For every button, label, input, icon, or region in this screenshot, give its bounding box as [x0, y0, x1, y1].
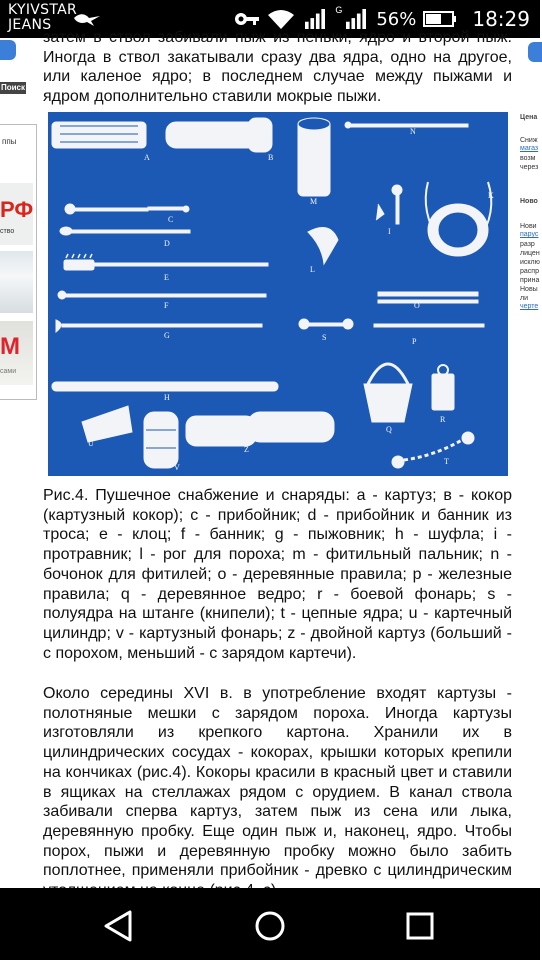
page-content[interactable]: [0, 29, 540, 888]
signal-type-label: G: [335, 5, 343, 15]
signal-icon: [343, 9, 369, 29]
snippet-line: лицен: [520, 250, 540, 257]
figure-letter-g: G: [164, 331, 170, 340]
snippet-line: Нови: [520, 223, 537, 230]
figure-letter-t: T: [444, 457, 449, 466]
figure-letter-v: V: [174, 463, 180, 472]
article-paragraph: Около середины XVI в. в употребление входят картузы - полотняные мешки с зарядом пороха. Иногда картузы изготовляли из крепкого картона. Хранили их в цилиндрических сосудах - кокорах, крышки которых крепили на кончиках (рис.4). Кокоры красили в красный цвет и ставили в ящиках на стеллажах рядом с орудием. В канал ствола забивали сперва картуз, затем пыж из сена или лыка, деревянную пробку. Еще один пыж и, наконец, ядро. Чтобы порох, пыжи и деревянную пробку можно было забить поплотнее, применяли прибойник - древко с цилиндрическим: [43, 685, 512, 880]
banner-ad-3[interactable]: М сами: [0, 321, 33, 385]
groups-box: ппы РФ ство М сами: [0, 124, 37, 400]
snippet-line: черте: [520, 303, 539, 310]
figure-letter-s: S: [322, 333, 327, 342]
left-sidebar: [0, 38, 38, 438]
figure-image: [48, 112, 508, 476]
banner-ad-2[interactable]: [0, 251, 33, 313]
key-icon: [234, 9, 260, 29]
home-icon[interactable]: [250, 906, 290, 946]
snippet-line: исклю: [520, 259, 540, 266]
navigation-bar: [0, 888, 540, 960]
figure-letter-i: I: [388, 227, 391, 236]
banner-ad-1[interactable]: РФ ство: [0, 183, 33, 245]
figure-caption: Рис.4. Пушечное снабжение и снаряды: а - картуз; в - кокор (картузный кокор); с - прибойник; d - прибойник и банник из троса; е - клоц; f - банник; g - пыжовник; h - шуфла; i - протравник; l - рог для пороха; m - фитильный пальник; n - бочонок для фитилей; о - деревянные правила; р - железные правила; q - деревянное ведро; r - боевой фонарь; s - полуядра на штанге (книпели); t - цепные ядра; u - картечный цилиндр; v - картузный фонарь; z - двойной картуз (больший - с порохом, меньший - с зарядом картечи).: [43, 487, 512, 662]
figure-letter-m: M: [310, 197, 318, 206]
figure-letter-a: A: [144, 153, 150, 162]
snippet-line: через: [520, 164, 539, 171]
figure-letter-k: K: [488, 191, 494, 200]
back-icon[interactable]: [100, 906, 140, 946]
figure-letter-n: N: [410, 127, 416, 136]
snippet-line: Новы: [520, 286, 538, 293]
signal-icon: [302, 9, 328, 29]
snippet-line: возм: [520, 155, 536, 162]
recents-icon[interactable]: [400, 906, 440, 946]
snippet-line: Сниж: [520, 137, 538, 144]
snippet-line: магаз: [520, 145, 539, 152]
battery-icon: [423, 9, 457, 29]
bird-icon: [72, 10, 102, 28]
figure-letter-d: D: [164, 239, 170, 248]
wifi-icon: [267, 9, 295, 29]
carrier-label: KYIVSTAR JEANS: [8, 2, 77, 33]
figure-letter-l: L: [310, 265, 315, 274]
snippet-line: ли: [520, 295, 528, 302]
figure-letter-c: C: [168, 215, 174, 224]
snippet-line: парус: [520, 231, 539, 238]
figure-letter-r: R: [440, 415, 446, 424]
right-sidebar: Цена Сниж магаз возм через Ново Нови парус разр лицен исклю распр прина Новы ли черте: [516, 38, 540, 358]
snippet-line: прина: [520, 277, 540, 284]
figure-letter-o: O: [414, 301, 420, 310]
clock: 18:29: [472, 7, 530, 31]
snippet-line: разр: [520, 241, 535, 248]
snippet-line: распр: [520, 268, 539, 275]
battery-percent: 56%: [376, 8, 417, 30]
article-paragraph: затем в ствол забивали пыж из пеньки, ядро и второй пыж. Иногда в ствол закатывали сразу два ядра, одно на другое, или каленое ядро; в последнем случае между пыжами и ядром дополнительно ставили мокрые пыжи.: [43, 29, 512, 106]
figure-letter-b: B: [268, 153, 274, 162]
ammunition-illustration: [48, 112, 508, 476]
search-button[interactable]: Поиск: [1, 83, 26, 92]
figure-letter-q: Q: [386, 425, 392, 434]
sidebar-arrow-button[interactable]: [0, 40, 16, 60]
figure-letter-h: H: [164, 393, 170, 402]
sidebar-arrow-button[interactable]: [528, 42, 542, 62]
figure-letter-f: F: [164, 301, 169, 310]
figure-letter-z: Z: [244, 445, 249, 454]
figure-letter-u: U: [88, 439, 94, 448]
figure-letter-e: E: [164, 273, 169, 282]
figure-letter-p: P: [412, 337, 417, 346]
